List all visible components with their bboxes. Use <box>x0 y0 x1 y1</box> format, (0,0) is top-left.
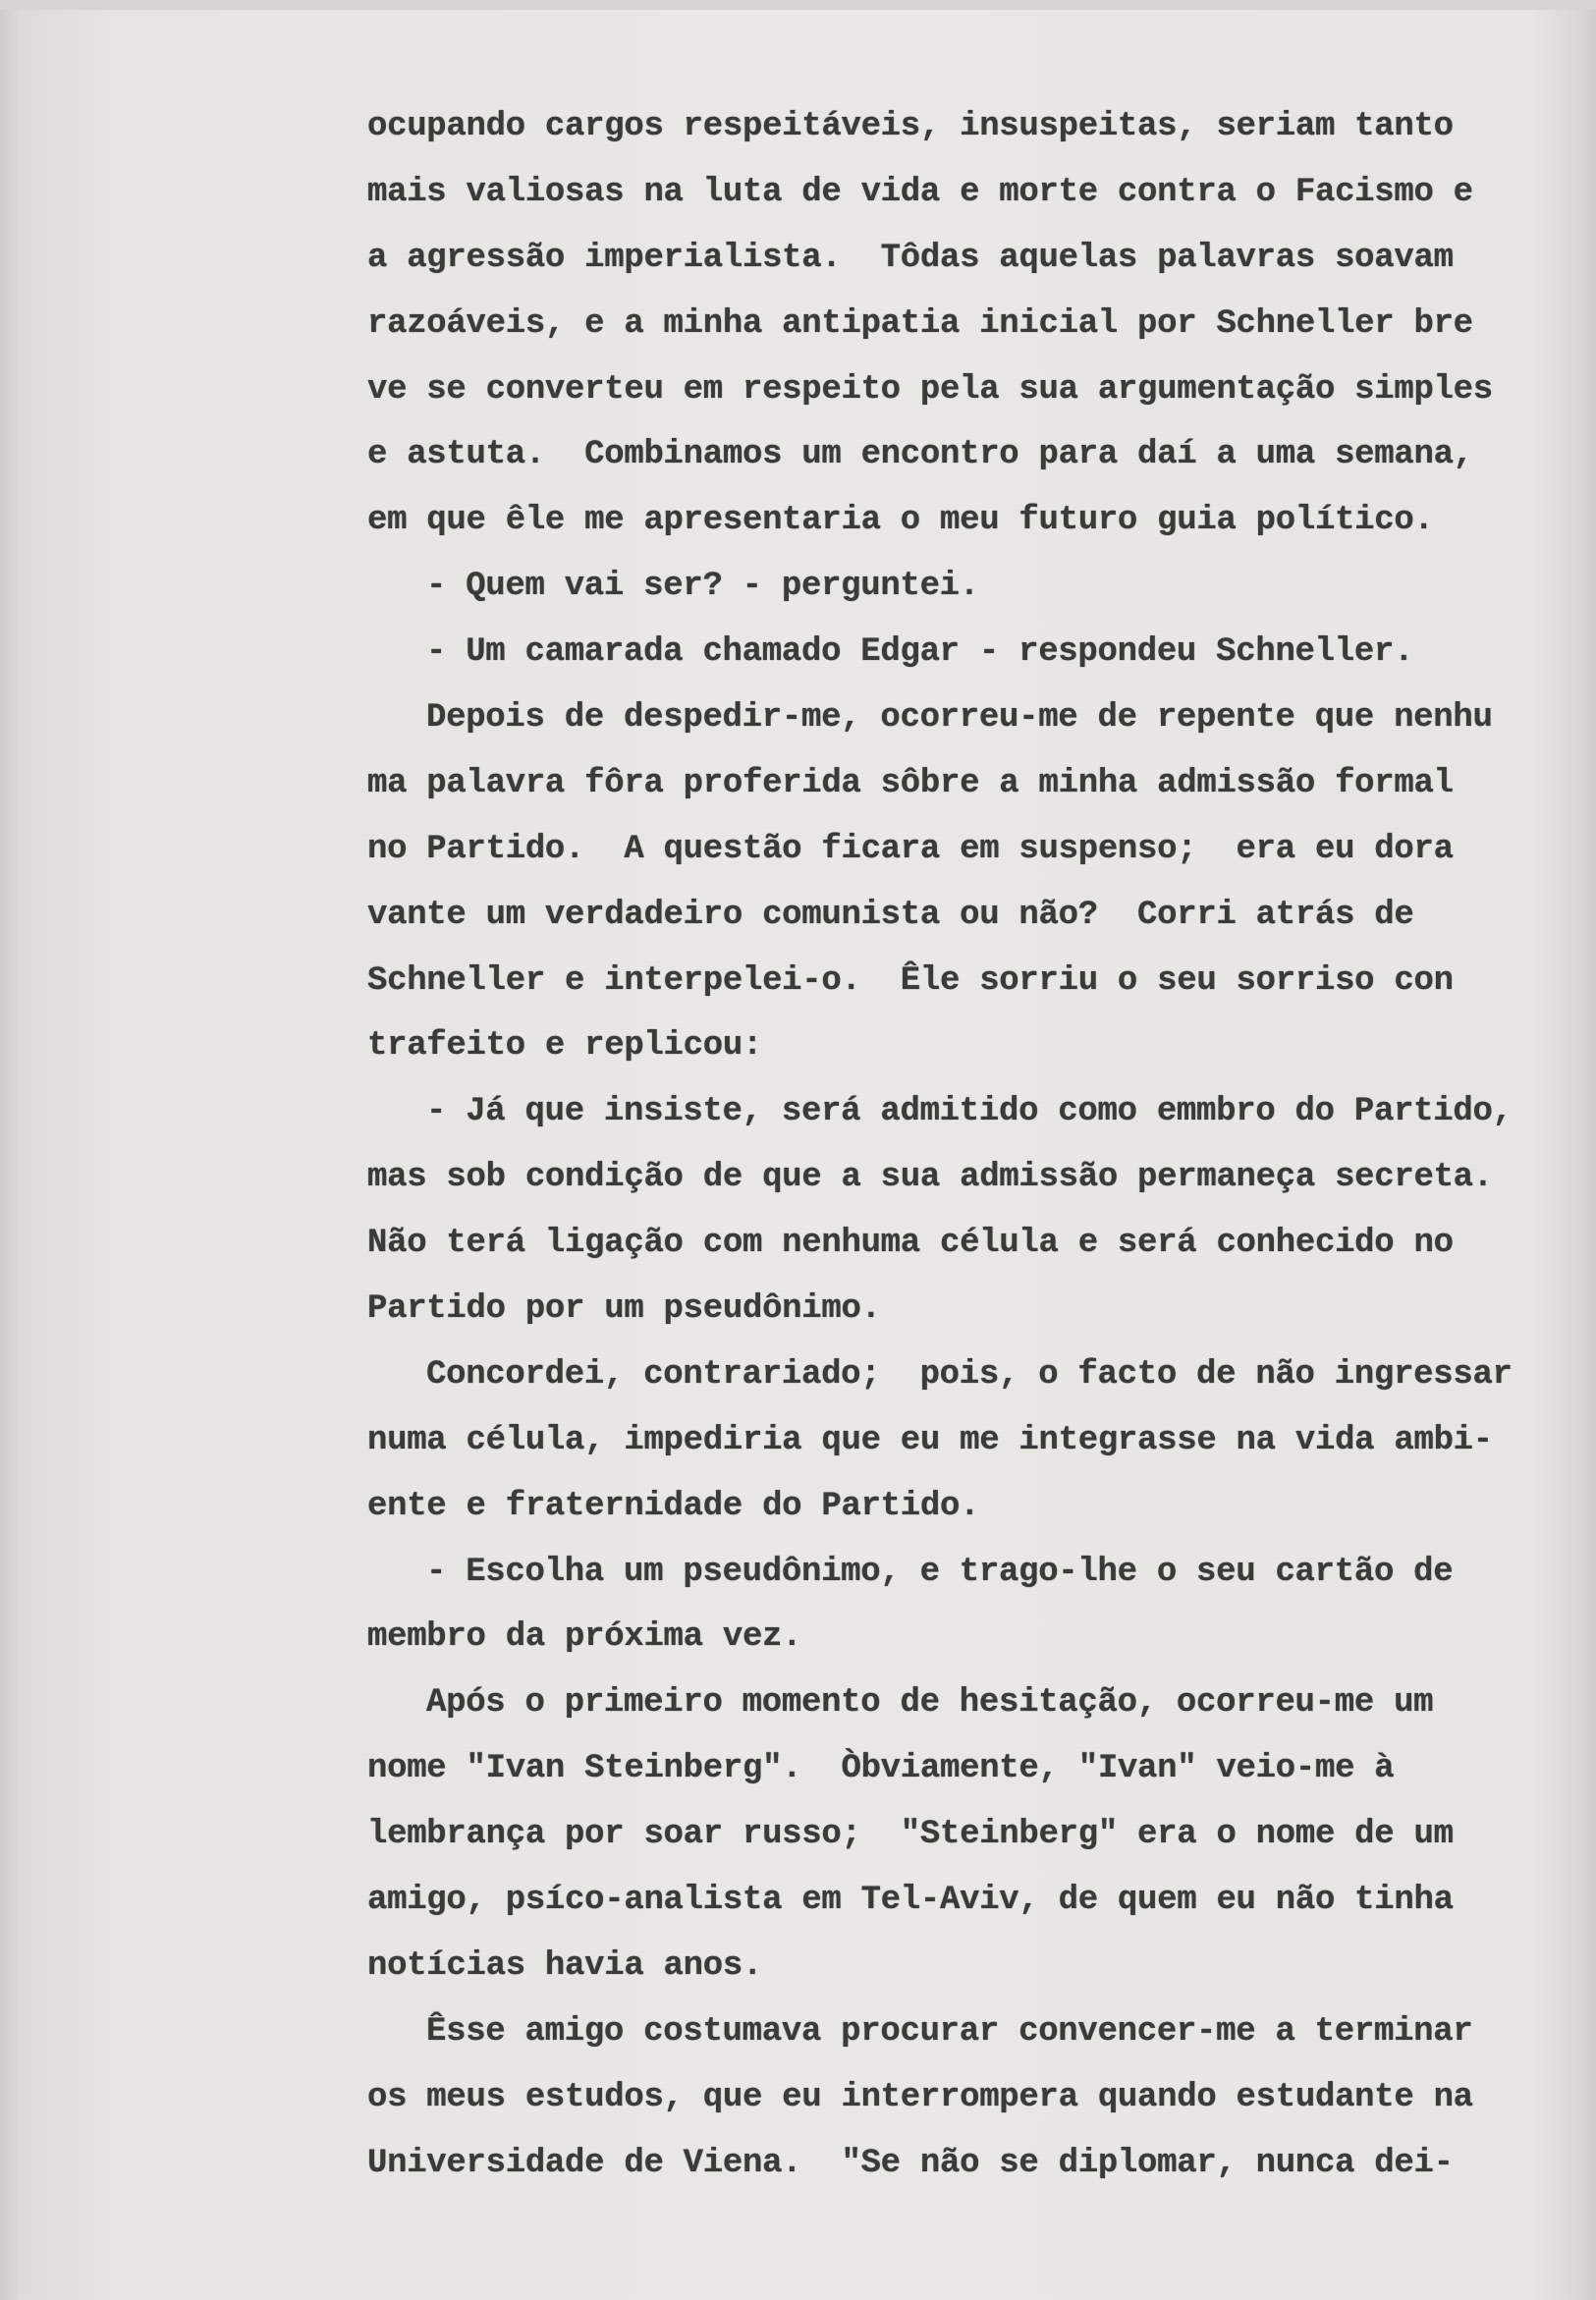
text-line: mas sob condição de que a sua admissão permaneça secreta. <box>367 1159 1493 1197</box>
text-line: membro da próxima vez. <box>367 1618 802 1657</box>
text-line: - Já que insiste, será admitido como emmbro do Partido, <box>426 1093 1513 1131</box>
scan-top-edge <box>0 0 1596 10</box>
text-line: razoáveis, e a minha antipatia inicial por Schneller bre <box>367 304 1473 343</box>
text-line: os meus estudos, que eu interrompera quando estudante na <box>367 2078 1473 2116</box>
text-line: ente e fraternidade do Partido. <box>367 1487 980 1525</box>
text-line: - Um camarada chamado Edgar - respondeu Schneller. <box>426 633 1414 672</box>
text-line: ocupando cargos respeitáveis, insuspeitas, seriam tanto <box>367 108 1454 145</box>
text-line: numa célula, impediria que eu me integrasse na vida ambi- <box>367 1421 1493 1459</box>
text-line: Partido por um pseudônimo. <box>367 1290 881 1329</box>
text-line: mais valiosas na luta de vida e morte contra o Facismo e <box>367 173 1473 211</box>
text-line: Universidade de Viena. "Se não se diplomar, nunca dei- <box>367 2144 1454 2182</box>
text-line: Schneller e interpelei-o. Êle sorriu o seu sorriso con <box>367 961 1454 1000</box>
text-line: amigo, psíco-analista em Tel-Aviv, de quem eu não tinha <box>367 1882 1454 1920</box>
text-line: a agressão imperialista. Tôdas aquelas palavras soavam <box>367 239 1454 277</box>
text-line: Êsse amigo costumava procurar convencer-me a terminar <box>426 2012 1473 2051</box>
text-line: - Escolha um pseudônimo, e trago-lhe o seu cartão de <box>426 1553 1454 1591</box>
text-line: lembrança por soar russo; "Steinberg" era o nome de um <box>367 1816 1454 1854</box>
text-line: Concordei, contrariado; pois, o facto de não ingressar <box>426 1355 1513 1394</box>
text-line: nome "Ivan Steinberg". Òbviamente, "Ivan" veio-me à <box>367 1750 1395 1788</box>
text-line: Depois de despedir-me, ocorreu-me de repente que nenhu <box>426 699 1493 738</box>
text-line: trafeito e replicou: <box>367 1027 763 1066</box>
text-line: - Quem vai ser? - perguntei. <box>426 568 979 606</box>
text-line: e astuta. Combinamos um encontro para daí a uma semana, <box>367 436 1473 474</box>
text-line: em que êle me apresentaria o meu futuro guia político. <box>367 502 1434 540</box>
text-line: vante um verdadeiro comunista ou não? Corri atrás de <box>367 896 1414 934</box>
text-line: no Partido. A questão ficara em suspenso; era eu dora <box>367 830 1454 868</box>
text-line: ve se converteu em respeito pela sua argumentação simples <box>367 370 1493 409</box>
text-line: ma palavra fôra proferida sôbre a minha admissão formal <box>367 764 1454 802</box>
text-line: Após o primeiro momento de hesitação, ocorreu-me um <box>426 1684 1434 1723</box>
page-body-text <box>367 94 1566 2197</box>
text-line: Não terá ligação com nenhuma célula e será conhecido no <box>367 1225 1454 1263</box>
text-line: notícias havia anos. <box>367 1946 763 1985</box>
